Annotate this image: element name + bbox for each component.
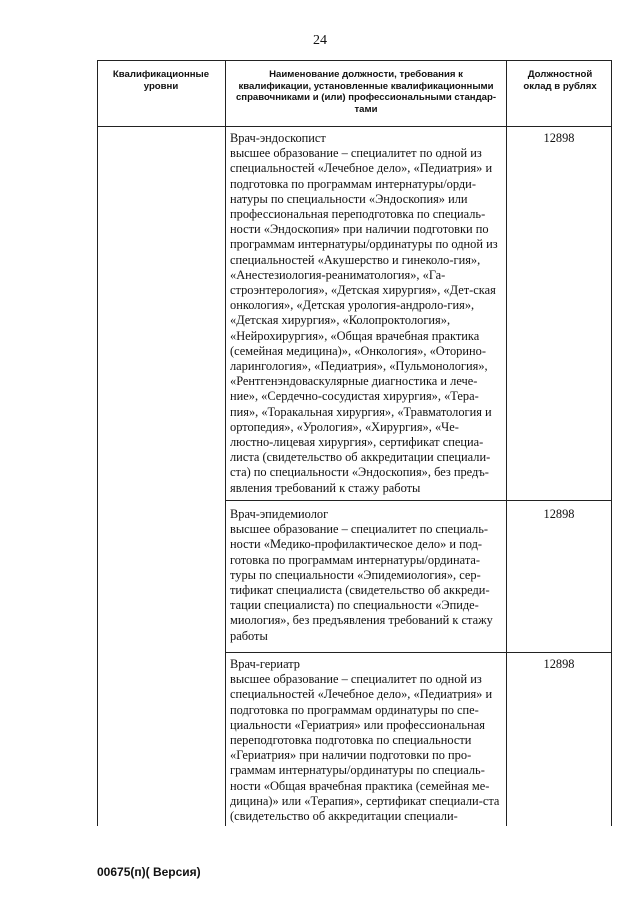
position-requirements: высшее образование – специалитет по специаль-ности «Медико-профилактическое дело» и под-готовка по программам интернатуры/ордината-туры по специальности «Эпидемиология», сер-тификат специалиста (свидетельство об аккреди-тации специалиста) по специальности «Эпиде-миология», без предъявления требований к стажу работы [230, 522, 493, 643]
position-requirements: высшее образование – специалитет по одной из специальностей «Лечебное дело», «Педиатрия» и подготовка по программам интернатуры/орди-натуры по специальности «Эндоскопия» или профессиональная переподготовка по специаль-ности «Эндоскопия» при наличии подготовки по программам интернатуры/ординатуры по одной из специальностей «Акушерство и гинеколо-гия», «Анестезиология-реаниматология», «Га-строэнтерология», «Детская хирургия», «Дет-ская онкология», «Детская урология-андроло-гия», «Детская хирургия», «Колопроктология», «Нейрохирургия», «Общая врачебная практика (семейная медицина)», «Онкология», «Оторино-ларингология», «Педиатрия», «Пульмонология», «Рентгенэндоваскулярные диагностика и лече-ние», «Сердечно-сосудистая хирургия», «Тера-пия», «Торакальная хирургия», «Травматология и ортопедия», «Урология», «Хирургия», «Че-люстно-лицевая хирургия», сертификат специа-листа (свидетельство об аккредитации специали-ста) по специальности «Эндоскопия», без предъ-явления требований к стажу работы [230, 146, 498, 495]
table-border-left [97, 60, 98, 826]
row-epidemiologist [230, 507, 502, 644]
document-footer-code: 00675(п)( Версия) [97, 865, 201, 879]
row-geriatrician [230, 657, 502, 824]
table-border-top [97, 60, 612, 61]
row-divider-1 [225, 500, 612, 501]
qualification-table [97, 60, 612, 826]
salary-value: 12898 [543, 131, 575, 145]
header-position-requirements: Наименование должности, требования к квалификации, установленные квалификационными справочниками и (или) профессиональными стандар-тами [235, 69, 497, 115]
table-border-right [611, 60, 612, 826]
page-number: 24 [313, 33, 327, 48]
position-requirements: высшее образование – специалитет по одной из специальностей «Лечебное дело», «Педиатрия» и подготовка по программам ординатуры по спе-циальности «Гериатрия» или профессиональная переподготовка подготовка по специальности «Гериатрия» при наличии подготовки по про-граммам интернатуры/ординатуры по специаль-ности «Общая врачебная практика (семейная ме-дицина)» или «Терапия», сертификат специали-ста (свидетельство об аккредитации специали- [230, 672, 500, 824]
header-divider [97, 126, 612, 127]
salary-value: 12898 [543, 657, 575, 671]
row-endoscopist [230, 131, 502, 496]
row-divider-2 [225, 652, 612, 653]
position-title: Врач-гериатр [230, 657, 301, 671]
position-title: Врач-эндоскопист [230, 131, 326, 145]
salary-value: 12898 [543, 507, 575, 521]
column-divider-2 [506, 60, 507, 826]
position-title: Врач-эпидемиолог [230, 507, 329, 521]
header-qualification-levels: Квалификационные уровни [112, 69, 210, 92]
header-salary: Должностной оклад в рублях [523, 69, 597, 92]
column-divider-1 [225, 60, 226, 826]
